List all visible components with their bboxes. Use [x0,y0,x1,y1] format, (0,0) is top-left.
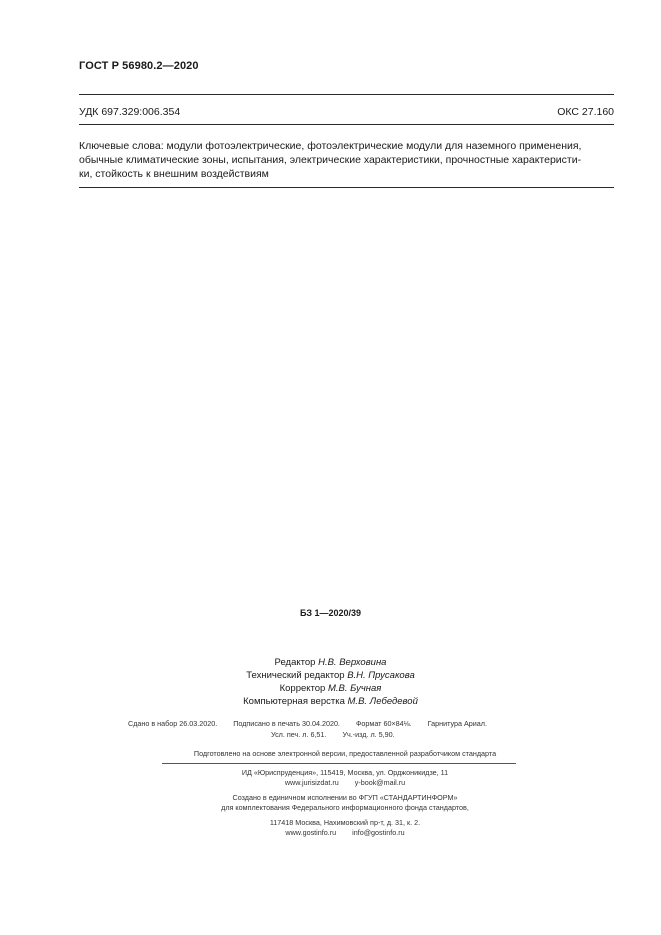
print-info-row-1 [128,719,487,728]
publisher-block [0,768,661,788]
publishing-sheets: Уч.-изд. л. 5,90. [342,730,395,739]
publisher-contacts [0,778,661,788]
publisher-email[interactable]: y-book@mail.ru [354,778,406,787]
oks-code: ОКС 27.160 [557,106,614,118]
printed-sheets: Усл. печ. л. 6,51. [271,730,327,739]
corrector-line [0,682,661,695]
editor-role: Редактор [274,657,316,668]
layout-name: М.В. Лебедевой [347,696,418,707]
editor-line [0,656,661,669]
publisher-address: ИД «Юриспруденция», 115419, Москва, ул. Орджоникидзе, 11 [241,768,449,777]
corrector-role: Корректор [279,683,326,694]
keywords-line: обычные климатические зоны, испытания, электрические характеристики, прочностные характеристи- [79,154,582,166]
created-line: Создано в единичном исполнении во ФГУП «СТАНДАРТИНФОРМ» [232,793,458,802]
print-info-row-2 [271,730,395,739]
editor-name: Н.В. Верховина [318,657,387,668]
standartinform-email[interactable]: info@gostinfo.ru [352,828,405,837]
standartinform-block [0,818,661,838]
corrector-name: М.В. Бучная [327,683,382,694]
tech-editor-name: В.Н. Прусакова [347,670,415,681]
tech-editor-role: Технический редактор [246,670,345,681]
top-rule [79,94,614,95]
standard-code: ГОСТ Р 56980.2—2020 [79,60,199,72]
keywords-line: ки, стойкость к внешним воздействиям [79,168,269,180]
footer-rule [162,763,516,764]
signed-date: Подписано в печать 30.04.2020. [233,719,340,728]
created-block [0,793,661,813]
keywords-line: Ключевые слова: модули фотоэлектрические, фотоэлектрические модули для наземного применения, [79,140,582,152]
standartinform-site[interactable]: www.gostinfo.ru [285,828,337,837]
publisher-site[interactable]: www.jurisizdat.ru [284,778,339,787]
staff-credits [0,656,661,708]
layout-line [0,695,661,708]
standartinform-contacts [0,828,661,838]
middle-rule [79,124,614,125]
udk-code: УДК 697.329:006.354 [79,106,181,118]
bottom-rule [79,187,614,188]
created-line: для комплектования Федерального информационного фонда стандартов, [221,803,469,812]
submitted-date: Сдано в набор 26.03.2020. [128,719,218,728]
paper-format: Формат 60×84⅛. [355,719,412,728]
typeface: Гарнитура Ариал. [427,719,487,728]
prepared-note: Подготовлено на основе электронной версии, предоставленной разработчиком стандарта [193,749,497,758]
keywords-block [79,139,614,181]
tech-editor-line [0,669,661,682]
standartinform-address: 117418 Москва, Нахимовский пр-т, д. 31, к. 2. [269,818,421,827]
bz-number: БЗ 1—2020/39 [299,608,362,618]
layout-role: Компьютерная верстка [243,696,345,707]
